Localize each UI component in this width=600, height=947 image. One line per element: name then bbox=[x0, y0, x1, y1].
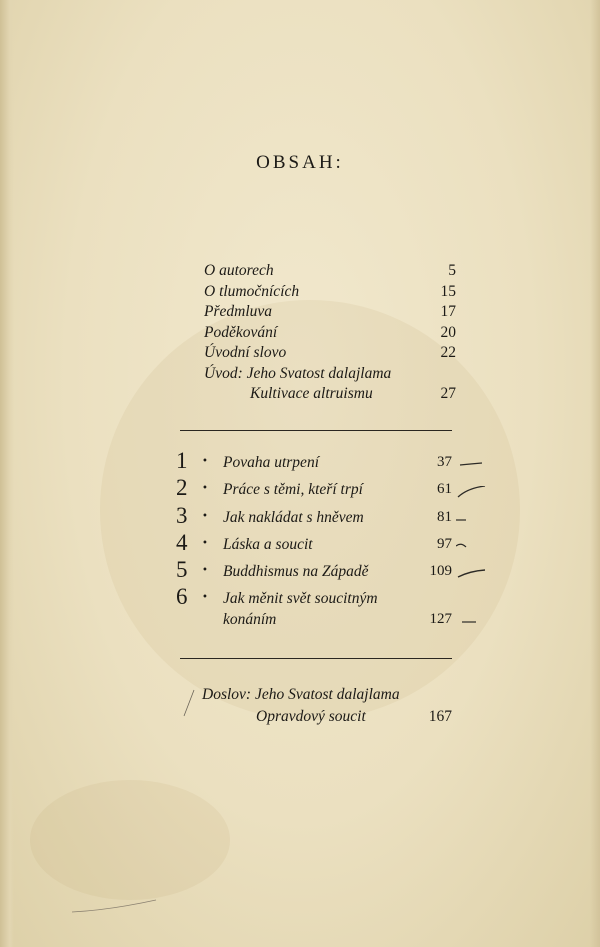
chapter-number: 4 bbox=[176, 529, 188, 555]
chapter-title-continued: konáním bbox=[223, 611, 277, 629]
entry-title: Poděkování bbox=[204, 323, 278, 341]
bullet-icon: • bbox=[202, 537, 208, 549]
toc-entry bbox=[204, 283, 456, 304]
chapter-title: Povaha utrpení bbox=[223, 454, 319, 471]
chapter-number: 3 bbox=[176, 502, 188, 528]
bullet-icon: • bbox=[202, 592, 208, 604]
chapter-page: 97 bbox=[437, 535, 452, 552]
entry-title: Úvodní slovo bbox=[204, 344, 287, 361]
chapter-title: Práce s těmi, kteří trpí bbox=[223, 481, 363, 499]
afterword-title: Doslov: Jeho Svatost dalajlama bbox=[202, 686, 400, 703]
chapter-entry bbox=[176, 502, 496, 532]
chapter-page: 37 bbox=[437, 454, 452, 470]
entry-page: 15 bbox=[440, 282, 456, 300]
entry-title: Úvod: Jeho Svatost dalajlama bbox=[204, 364, 392, 382]
chapter-number: 2 bbox=[176, 475, 188, 501]
chapter-entry bbox=[176, 477, 496, 504]
pencil-tick-mark bbox=[456, 514, 486, 526]
entry-title: Kultivace altruismu bbox=[250, 385, 373, 402]
chapter-number: 6 bbox=[176, 584, 188, 610]
pencil-tick-mark bbox=[456, 568, 486, 580]
entry-page: 5 bbox=[448, 262, 456, 279]
pencil-tick-mark bbox=[456, 459, 486, 471]
chapter-page: 109 bbox=[429, 563, 452, 580]
chapter-entry bbox=[176, 559, 496, 586]
chapter-list bbox=[176, 450, 496, 632]
toc-entry bbox=[204, 303, 456, 324]
divider bbox=[180, 430, 452, 431]
toc-entry bbox=[204, 344, 456, 365]
pencil-scratch-mark bbox=[70, 896, 160, 916]
chapter-number: 1 bbox=[176, 448, 188, 473]
entry-title: Předmluva bbox=[204, 303, 273, 320]
divider bbox=[180, 658, 452, 659]
page-spine-shadow bbox=[0, 0, 14, 947]
chapter-entry bbox=[176, 450, 496, 477]
front-matter-list bbox=[204, 262, 456, 406]
page-edge-shadow bbox=[590, 0, 600, 947]
pencil-tick-mark bbox=[456, 616, 486, 628]
pencil-tick-mark bbox=[456, 486, 486, 498]
pencil-scratch-mark bbox=[182, 688, 196, 718]
chapter-number: 5 bbox=[176, 557, 188, 583]
entry-page: 27 bbox=[440, 385, 456, 402]
bullet-icon: • bbox=[202, 510, 208, 522]
afterword-subtitle: Opravdový soucit bbox=[256, 708, 366, 725]
chapter-title: Buddhismus na Západě bbox=[223, 563, 369, 581]
chapter-page: 81 bbox=[437, 508, 452, 525]
entry-page: 17 bbox=[440, 303, 456, 320]
afterword-page: 167 bbox=[428, 708, 452, 725]
bullet-icon: • bbox=[202, 483, 208, 495]
page-title: OBSAH: bbox=[256, 152, 344, 173]
entry-title: O autorech bbox=[204, 262, 274, 279]
toc-entry bbox=[204, 365, 456, 386]
chapter-page: 61 bbox=[437, 481, 452, 498]
chapter-page: 127 bbox=[429, 611, 452, 628]
chapter-title: Jak nakládat s hněvem bbox=[223, 508, 364, 526]
paper-stain bbox=[30, 780, 230, 900]
entry-page: 22 bbox=[440, 344, 456, 361]
entry-title: O tlumočnících bbox=[204, 282, 300, 300]
toc-entry bbox=[204, 262, 456, 283]
toc-entry bbox=[204, 385, 456, 406]
toc-entry bbox=[204, 324, 456, 345]
chapter-entry bbox=[176, 529, 496, 559]
chapter-title: Láska a soucit bbox=[223, 535, 313, 553]
entry-page: 20 bbox=[440, 323, 456, 341]
bullet-icon: • bbox=[202, 456, 208, 467]
chapter-title: Jak měnit svět soucitným bbox=[223, 590, 378, 608]
chapter-entry bbox=[176, 586, 496, 632]
pencil-tick-mark bbox=[456, 541, 486, 553]
bullet-icon: • bbox=[202, 565, 208, 577]
